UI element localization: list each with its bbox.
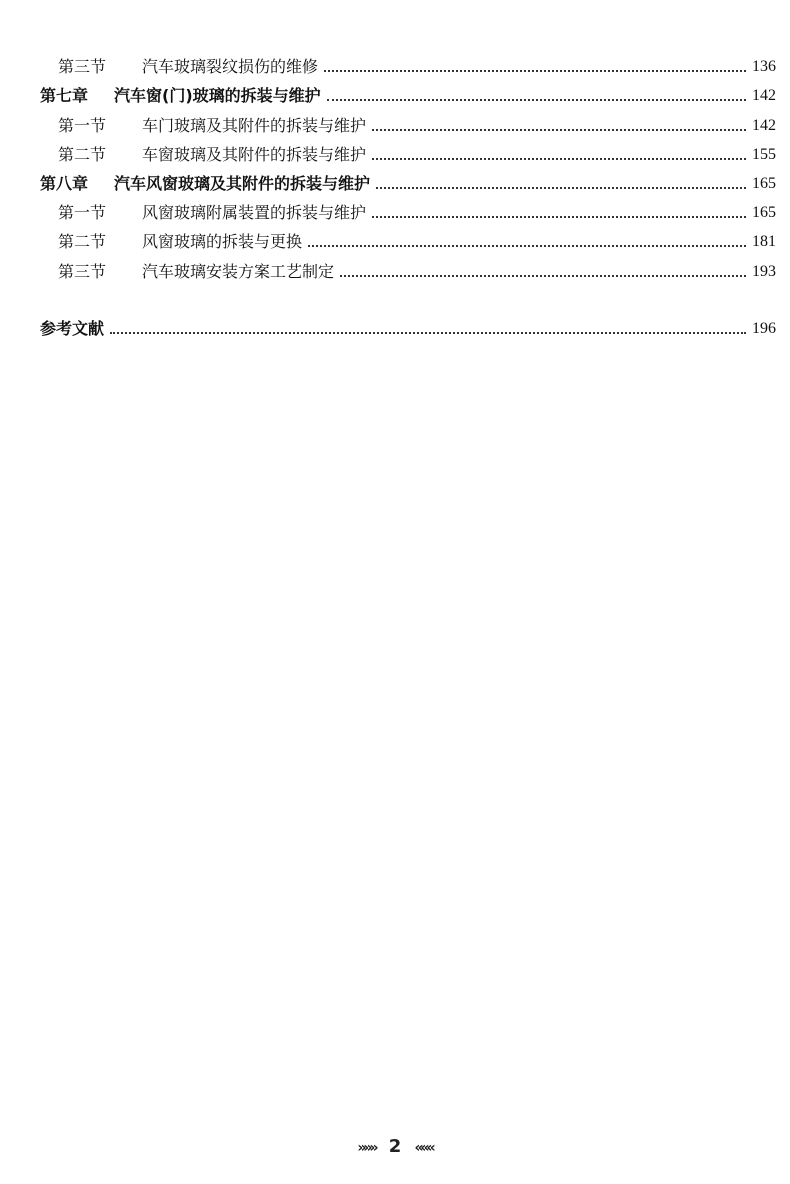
toc-chapter-number: 第七章 bbox=[40, 86, 89, 106]
chevron-left-icon: ««« bbox=[414, 1140, 433, 1156]
toc-entry-title: 汽车玻璃裂纹损伤的维修 bbox=[142, 57, 319, 77]
toc-entry-number: 第一节 bbox=[58, 115, 107, 135]
toc-entry-title: 汽车玻璃安装方案工艺制定 bbox=[142, 261, 335, 281]
toc-entry-page: 165 bbox=[752, 204, 776, 222]
page-footer bbox=[0, 1136, 790, 1157]
dot-leader bbox=[372, 128, 746, 131]
toc-entry-title: 车窗玻璃及其附件的拆装与维护 bbox=[142, 144, 367, 164]
toc-entry-title: 风窗玻璃的拆装与更换 bbox=[142, 232, 303, 252]
toc-chapter-page: 142 bbox=[752, 87, 776, 105]
toc-chapter[interactable] bbox=[40, 165, 776, 194]
toc-entry[interactable] bbox=[40, 252, 776, 281]
dot-leader bbox=[340, 274, 746, 277]
toc-entry[interactable] bbox=[40, 106, 776, 135]
toc-entry-number: 第一节 bbox=[58, 203, 107, 223]
toc-entry-page: 193 bbox=[752, 262, 776, 280]
toc-entry-title: 车门玻璃及其附件的拆装与维护 bbox=[142, 115, 367, 135]
toc-chapter[interactable] bbox=[40, 77, 776, 106]
dot-leader bbox=[324, 69, 746, 72]
dot-leader bbox=[327, 98, 746, 101]
toc-entry[interactable] bbox=[40, 136, 776, 165]
table-of-contents bbox=[40, 48, 776, 339]
dot-leader bbox=[372, 215, 746, 218]
toc-entry-number: 第三节 bbox=[58, 57, 107, 77]
toc-entry-page: 181 bbox=[752, 233, 776, 251]
toc-entry-number: 第三节 bbox=[58, 261, 107, 281]
toc-entry[interactable] bbox=[40, 194, 776, 223]
toc-entry-title: 风窗玻璃附属装置的拆装与维护 bbox=[142, 203, 367, 223]
toc-chapter-title: 汽车风窗玻璃及其附件的拆装与维护 bbox=[114, 173, 371, 193]
toc-entry-number: 第二节 bbox=[58, 232, 107, 252]
chevron-right-icon: »»» bbox=[357, 1140, 376, 1156]
toc-entry-page: 142 bbox=[752, 116, 776, 134]
dot-leader bbox=[372, 157, 746, 160]
toc-chapter-page: 165 bbox=[752, 174, 776, 192]
dot-leader bbox=[110, 331, 746, 334]
dot-leader bbox=[308, 244, 746, 247]
dot-leader bbox=[376, 186, 746, 189]
toc-chapter-title: 汽车窗(门)玻璃的拆装与维护 bbox=[114, 86, 321, 106]
toc-chapter-number: 第八章 bbox=[40, 173, 89, 193]
toc-entry[interactable] bbox=[40, 48, 776, 77]
toc-entry-page: 136 bbox=[752, 58, 776, 76]
toc-entry-number: 第二节 bbox=[58, 144, 107, 164]
references-page: 196 bbox=[752, 319, 776, 337]
references-title: 参考文献 bbox=[40, 318, 105, 338]
toc-entry-page: 155 bbox=[752, 145, 776, 163]
page-number: 2 bbox=[388, 1136, 402, 1157]
toc-entry[interactable] bbox=[40, 223, 776, 252]
toc-references[interactable] bbox=[40, 310, 776, 339]
